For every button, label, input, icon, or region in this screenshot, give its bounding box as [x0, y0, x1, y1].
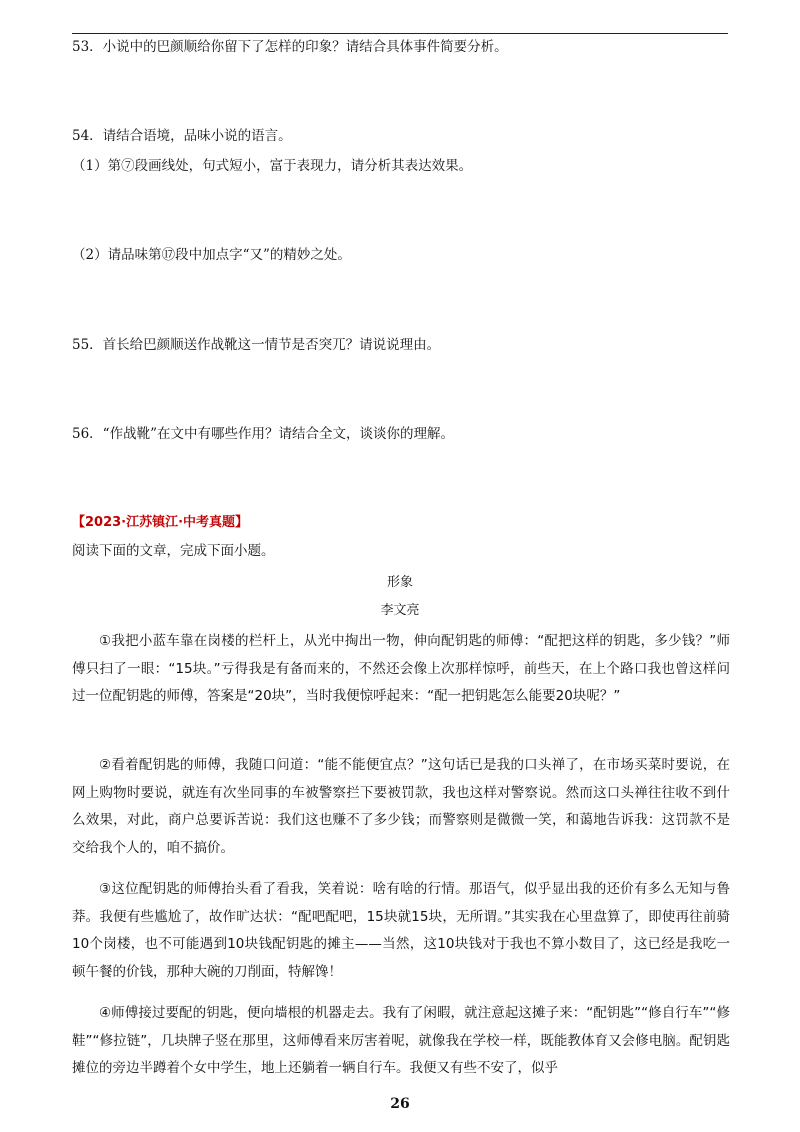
question-54-1: （1）第⑦段画线处，句式短小，富于表现力，请分析其表达效果。: [72, 158, 473, 174]
article-paragraph-4: ④师傅接过要配的钥匙，便向墙根的机器走去。我有了闲暇，就注意起这摊子来：“配钥匙”“修自行车”“修鞋”“修拉链”，几块牌子竖在那里，这师傅看来厉害着呢，就像我在学校一样，既能教体育又会修电脑。配钥匙摊位的旁边半蹲着个女中学生，地上还躺着一辆自行车。我便又有些不安了，似乎: [72, 1005, 730, 1076]
question-54-2: （2）请品味第⑰段中加点字“又”的精妙之处。: [72, 247, 351, 263]
question-54: 54．请结合语境，品味小说的语言。: [72, 128, 292, 144]
question-53: 53．小说中的巴颜顺给你留下了怎样的印象？请结合具体事件简要分析。: [72, 39, 508, 55]
article-title: 形象: [386, 575, 413, 590]
question-55: 55．首长给巴颜顺送作战靴这一情节是否突兀？请说说理由。: [72, 337, 441, 353]
article-paragraph-2: ②看着配钥匙的师傅，我随口问道：“能不能便宜点？”这句话已是我的口头禅了，在市场买菜时要说，在网上购物时要说，就连有次坐同事的车被警察拦下要被罚款，我也这样对警察说。然而这口头禅往往收不到什么效果，对此，商户总要诉苦说：我们这也赚不了多少钱；而警察则是微微一笑，和蔼地告诉我：这罚款不是交给我个人的，咱不搞价。: [72, 757, 730, 856]
reading-instruction: 阅读下面的文章，完成下面小题。: [72, 543, 275, 559]
header-rule: [72, 33, 728, 34]
article-paragraph-3: ③这位配钥匙的师傅抬头看了看我，笑着说：啥有啥的行情。那语气，似乎显出我的还价有多么无知与鲁莽。我便有些尴尬了，故作旷达状：“配吧配吧，15块就15块，无所谓。”其实我在心里盘算了，即使再往前骑10个岗楼，也不可能遇到10块钱配钥匙的摊主——当然，这10块钱对于我也不算小数目了，这已经是我吃一顿午餐的价钱，那种大碗的刀削面，特解馋！: [72, 881, 730, 980]
page-number: 26: [390, 1096, 410, 1112]
question-56: 56．“作战靴”在文中有哪些作用？请结合全文，谈谈你的理解。: [72, 426, 454, 442]
article-paragraph-1: ①我把小蓝车靠在岗楼的栏杆上，从光中掏出一物，伸向配钥匙的师傅：“配把这样的钥匙，多少钱？”师傅只扫了一眼：“15块。”亏得我是有备而来的，不然还会像上次那样惊呼，前些天，在上个路口我也曾这样问过一位配钥匙的师傅，答案是“20块”，当时我便惊呼起来：“配一把钥匙怎么能要20块呢？”: [72, 633, 730, 704]
source-tag: 【2023·江苏镇江·中考真题】: [72, 515, 249, 530]
article-author: 李文亮: [380, 603, 420, 618]
